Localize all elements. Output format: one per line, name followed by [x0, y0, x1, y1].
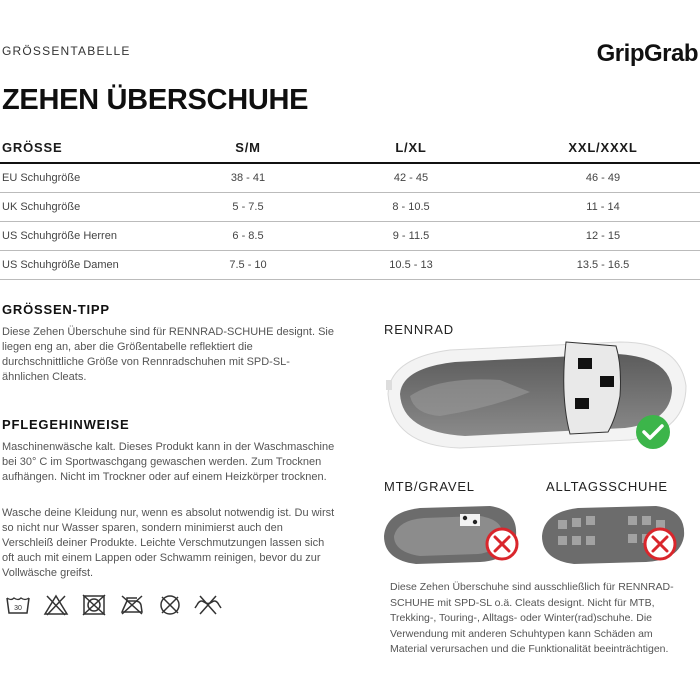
- table-row: [0, 163, 700, 192]
- page-title: ZEHEN ÜBERSCHUHE: [2, 84, 309, 116]
- table-cell: 42 - 45: [316, 163, 506, 192]
- row-label: UK Schuhgröße: [0, 192, 180, 221]
- page-eyebrow: GRÖSSENTABELLE: [2, 44, 131, 58]
- no-iron-icon: [118, 593, 146, 617]
- care-icons: [4, 593, 222, 617]
- mtb-incompatible-icon: [484, 526, 520, 562]
- size-tip-heading: GRÖSSEN-TIPP: [2, 302, 110, 317]
- brand-logo: GripGrab: [596, 40, 698, 67]
- care-text-1: Maschinenwäsche kalt. Dieses Produkt kann in der Waschmaschine bei 30° C im Sportwaschgang gewaschen werden. Zum Trocknen aufhängen. Nicht im Trockner oder auf einem Heizkörper trocknen.: [2, 441, 335, 483]
- no-dry-clean-icon: [156, 593, 184, 617]
- table-cell: 8 - 10.5: [316, 192, 506, 221]
- header-sm: S/M: [180, 133, 316, 163]
- casual-incompatible-icon: [642, 526, 678, 562]
- table-row: [0, 221, 700, 250]
- no-tumble-dry-icon: [80, 593, 108, 617]
- wash-30-icon: [4, 593, 32, 617]
- header-lxl: L/XL: [316, 133, 506, 163]
- table-cell: 10.5 - 13: [316, 250, 506, 279]
- table-cell: 11 - 14: [506, 192, 700, 221]
- care-heading: PFLEGEHINWEISE: [2, 417, 130, 432]
- table-cell: 38 - 41: [180, 163, 316, 192]
- table-cell: 12 - 15: [506, 221, 700, 250]
- table-cell: 6 - 8.5: [180, 221, 316, 250]
- compatible-check-icon: [635, 414, 671, 450]
- casual-shoe-label: ALLTAGSSCHUHE: [546, 479, 668, 494]
- care-text-2: Wasche deine Kleidung nur, wenn es absolut notwendig ist. Du wirst so nicht nur Wasser sparen, sondern minimierst auch den Verschleiß deiner Produkte. Leichte Verschmutzungen lassen sich oft auch mit einem Lappen oder Schwamm reinigen, bevor du zur Vollwäsche greifst.: [2, 507, 335, 579]
- mtb-shoe-label: MTB/GRAVEL: [384, 479, 475, 494]
- no-bleach-icon: [42, 593, 70, 617]
- table-cell: 46 - 49: [506, 163, 700, 192]
- table-row: [0, 250, 700, 279]
- row-label: US Schuhgröße Herren: [0, 221, 180, 250]
- no-wring-icon: [194, 593, 222, 617]
- size-tip-text: Diese Zehen Überschuhe sind für RENNRAD-SCHUHE designt. Sie liegen eng an, aber die Größentabelle reflektiert die durchschnittliche Größe von Rennradschuhen mit SPD-SL-ähnlichen Cleats.: [2, 326, 334, 383]
- table-cell: 7.5 - 10: [180, 250, 316, 279]
- table-cell: 9 - 11.5: [316, 221, 506, 250]
- row-label: US Schuhgröße Damen: [0, 250, 180, 279]
- size-table-header: [0, 133, 700, 163]
- header-xxl: XXL/XXXL: [506, 133, 700, 163]
- table-cell: 13.5 - 16.5: [506, 250, 700, 279]
- header-size: GRÖSSE: [0, 133, 180, 163]
- size-table: [0, 133, 700, 280]
- row-label: EU Schuhgröße: [0, 163, 180, 192]
- table-cell: 5 - 7.5: [180, 192, 316, 221]
- road-shoe-label: RENNRAD: [384, 322, 454, 337]
- compatibility-note: Diese Zehen Überschuhe sind ausschließlich für RENNRAD-SCHUHE mit SPD-SL o.ä. Cleats designt. Nicht für MTB, Trekking-, Touring-, Alltags- oder Winter(rad)schuhe. Die Verwendung mit anderen Schuhtypen kann Schäden am Material verursachen und die Funktionalität beeinträchtigen.: [390, 581, 674, 655]
- table-row: [0, 192, 700, 221]
- svg-text:30: 30: [14, 605, 22, 612]
